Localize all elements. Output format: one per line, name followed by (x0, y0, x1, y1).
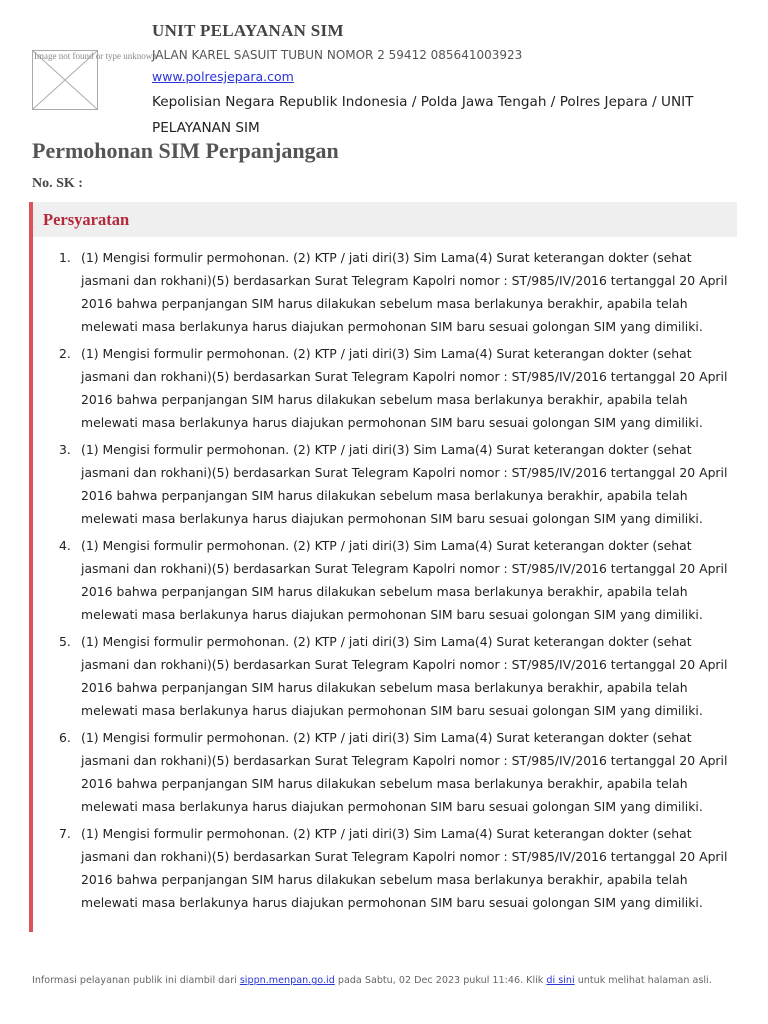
requirement-item (33, 246, 737, 338)
requirement-item (33, 342, 737, 434)
agency-address: JALAN KAREL SASUIT TUBUN NOMOR 2 59412 085641003923 (152, 48, 523, 62)
requirement-number: 2. (59, 346, 71, 361)
requirement-text: (1) Mengisi formulir permohonan. (2) KTP / jati diri(3) Sim Lama(4) Surat keterangan dokter (sehat jasmani dan rokhani)(5) berdasarkan Surat Telegram Kapolri nomor : ST/985/IV/2016 tertanggal 20 April 2016 bahwa perpanjangan SIM harus dilakukan sebelum masa berlakunya berakhir, apabila telah melewati masa berlakunya harus diajukan permohonan SIM baru sesuai golongan SIM yang dimiliki. (81, 826, 728, 910)
unit-name: UNIT PELAYANAN SIM (152, 21, 344, 40)
website-link[interactable]: www.polresjepara.com (152, 69, 294, 84)
footer-suffix: untuk melihat halaman asli. (577, 975, 712, 986)
requirements-list (33, 246, 737, 918)
requirement-text: (1) Mengisi formulir permohonan. (2) KTP / jati diri(3) Sim Lama(4) Surat keterangan dokter (sehat jasmani dan rokhani)(5) berdasarkan Surat Telegram Kapolri nomor : ST/985/IV/2016 tertanggal 20 April 2016 bahwa perpanjangan SIM harus dilakukan sebelum masa berlakunya berakhir, apabila telah melewati masa berlakunya harus diajukan permohonan SIM baru sesuai golongan SIM yang dimiliki. (81, 346, 728, 430)
logo-alt-text: Image not found or type unknown (34, 51, 157, 61)
footer-prefix: Informasi pelayanan publik ini diambil dari (32, 975, 237, 986)
page-title: Permohonan SIM Perpanjangan (32, 138, 339, 163)
breadcrumb: Kepolisian Negara Republik Indonesia / Polda Jawa Tengah / Polres Jepara / UNIT PELAYANAN SIM (152, 94, 694, 136)
requirements-section (29, 202, 737, 932)
requirements-header (33, 202, 737, 237)
footer-middle: pada Sabtu, 02 Dec 2023 pukul 11:46. Klik (337, 975, 544, 986)
original-page-link[interactable]: di sini (546, 975, 575, 986)
requirement-number: 7. (59, 826, 71, 841)
logo-image (32, 50, 157, 110)
source-link[interactable]: sippn.menpan.go.id (239, 975, 335, 986)
requirement-text: (1) Mengisi formulir permohonan. (2) KTP / jati diri(3) Sim Lama(4) Surat keterangan dokter (sehat jasmani dan rokhani)(5) berdasarkan Surat Telegram Kapolri nomor : ST/985/IV/2016 tertanggal 20 April 2016 bahwa perpanjangan SIM harus dilakukan sebelum masa berlakunya berakhir, apabila telah melewati masa berlakunya harus diajukan permohonan SIM baru sesuai golongan SIM yang dimiliki. (81, 730, 728, 814)
agency-header (152, 20, 752, 141)
requirement-number: 1. (59, 250, 71, 265)
requirement-number: 6. (59, 730, 71, 745)
requirement-text: (1) Mengisi formulir permohonan. (2) KTP / jati diri(3) Sim Lama(4) Surat keterangan dokter (sehat jasmani dan rokhani)(5) berdasarkan Surat Telegram Kapolri nomor : ST/985/IV/2016 tertanggal 20 April 2016 bahwa perpanjangan SIM harus dilakukan sebelum masa berlakunya berakhir, apabila telah melewati masa berlakunya harus diajukan permohonan SIM baru sesuai golongan SIM yang dimiliki. (81, 250, 728, 334)
requirement-number: 5. (59, 634, 71, 649)
requirement-item (33, 534, 737, 626)
requirement-text: (1) Mengisi formulir permohonan. (2) KTP / jati diri(3) Sim Lama(4) Surat keterangan dokter (sehat jasmani dan rokhani)(5) berdasarkan Surat Telegram Kapolri nomor : ST/985/IV/2016 tertanggal 20 April 2016 bahwa perpanjangan SIM harus dilakukan sebelum masa berlakunya berakhir, apabila telah melewati masa berlakunya harus diajukan permohonan SIM baru sesuai golongan SIM yang dimiliki. (81, 442, 728, 526)
requirements-title: Persyaratan (43, 209, 130, 229)
requirement-item (33, 630, 737, 722)
requirement-item (33, 438, 737, 530)
requirement-item (33, 822, 737, 914)
requirement-number: 3. (59, 442, 71, 457)
requirement-item (33, 726, 737, 818)
requirement-text: (1) Mengisi formulir permohonan. (2) KTP / jati diri(3) Sim Lama(4) Surat keterangan dokter (sehat jasmani dan rokhani)(5) berdasarkan Surat Telegram Kapolri nomor : ST/985/IV/2016 tertanggal 20 April 2016 bahwa perpanjangan SIM harus dilakukan sebelum masa berlakunya berakhir, apabila telah melewati masa berlakunya harus diajukan permohonan SIM baru sesuai golongan SIM yang dimiliki. (81, 538, 728, 622)
requirement-text: (1) Mengisi formulir permohonan. (2) KTP / jati diri(3) Sim Lama(4) Surat keterangan dokter (sehat jasmani dan rokhani)(5) berdasarkan Surat Telegram Kapolri nomor : ST/985/IV/2016 tertanggal 20 April 2016 bahwa perpanjangan SIM harus dilakukan sebelum masa berlakunya berakhir, apabila telah melewati masa berlakunya harus diajukan permohonan SIM baru sesuai golongan SIM yang dimiliki. (81, 634, 728, 718)
source-footer (32, 974, 752, 988)
sk-number-label: No. SK : (32, 176, 83, 191)
requirement-number: 4. (59, 538, 71, 553)
